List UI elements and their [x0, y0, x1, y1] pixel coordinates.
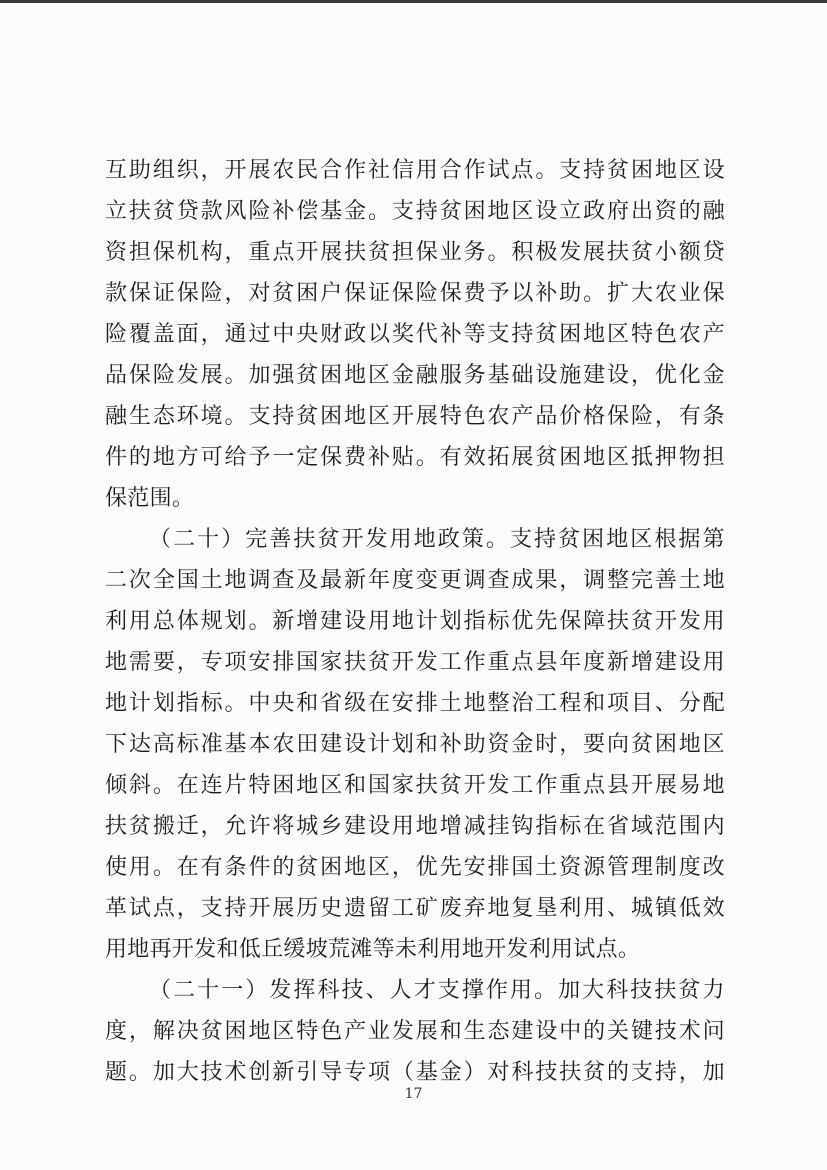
- document-body: [105, 150, 725, 1093]
- text-line: 件 的 地 方 可 给 予 一 定 保 费 补 贴 。 有 效 拓 展 贫 困 地 区 抵 押 物 担: [105, 445, 725, 470]
- text-line: 融 生 态 环 境 。 支 持 贫 困 地 区 开 展 特 色 农 产 品 价 格 保 险 ， 有 条: [105, 404, 725, 429]
- text-line: 品 保 险 发 展 。 加 强 贫 困 地 区 金 融 服 务 基 础 设 施 建 设 ， 优 化 金: [105, 363, 725, 388]
- text-line: 倾 斜 。 在 连 片 特 困 地 区 和 国 家 扶 贫 开 发 工 作 重 点 县 开 展 易 地: [105, 773, 725, 798]
- text-line: 使 用 。 在 有 条 件 的 贫 困 地 区 ， 优 先 安 排 国 土 资 源 管 理 制 度 改: [105, 855, 725, 880]
- text-line: 地 计 划 指 标 。 中 央 和 省 级 在 安 排 土 地 整 治 工 程 和 项 目 、 分 配: [105, 691, 725, 716]
- text-line: 地 需 要 ， 专 项 安 排 国 家 扶 贫 开 发 工 作 重 点 县 年 度 新 增 建 设 用: [105, 650, 725, 675]
- text-line: 立 扶 贫 贷 款 风 险 补 偿 基 金 。 支 持 贫 困 地 区 设 立 政 府 出 资 的 融: [105, 199, 725, 224]
- text-line: 资 担 保 机 构 ， 重 点 开 展 扶 贫 担 保 业 务 。 积 极 发 展 扶 贫 小 额 贷: [105, 240, 725, 265]
- text-line: 保范围。: [105, 486, 195, 511]
- text-line: 险 覆 盖 面 ， 通 过 中 央 财 政 以 奖 代 补 等 支 持 贫 困 地 区 特 色 农 产: [105, 322, 725, 347]
- text-line: 革 试 点 ， 支 持 开 展 历 史 遗 留 工 矿 废 弃 地 复 垦 利 用 、 城 镇 低 效: [105, 896, 725, 921]
- section-heading-line: （ 二 十 一 ） 发 挥 科 技 、 人 才 支 撑 作 用 。 加 大 科 技 扶 贫 力: [149, 978, 725, 1003]
- text-line: 互 助 组 织 ， 开 展 农 民 合 作 社 信 用 合 作 试 点 。 支 持 贫 困 地 区 设: [105, 158, 725, 183]
- text-line: 扶 贫 搬 迁 ， 允 许 将 城 乡 建 设 用 地 增 减 挂 钩 指 标 在 省 域 范 围 内: [105, 814, 725, 839]
- text-line: 用地再开发和低丘缓坡荒滩等未利用地开发利用试点。: [105, 937, 641, 962]
- text-line: 下 达 高 标 准 基 本 农 田 建 设 计 划 和 补 助 资 金 时 ， 要 向 贫 困 地 区: [105, 732, 725, 757]
- text-line: 款 保 证 保 险 ， 对 贫 困 户 保 证 保 险 保 费 予 以 补 助 。 扩 大 农 业 保: [105, 281, 725, 306]
- page-number: 17: [404, 1086, 423, 1102]
- section-heading-line: （ 二 十 ） 完 善 扶 贫 开 发 用 地 政 策 。 支 持 贫 困 地 区 根 据 第: [149, 527, 725, 552]
- text-line: 二 次 全 国 土 地 调 查 及 最 新 年 度 变 更 调 查 成 果 ， 调 整 完 善 土 地: [105, 568, 725, 593]
- text-line: 利 用 总 体 规 划 。 新 增 建 设 用 地 计 划 指 标 优 先 保 障 扶 贫 开 发 用: [105, 609, 725, 634]
- top-edge-rule: [0, 0, 827, 3]
- text-line: 度 ， 解 决 贫 困 地 区 特 色 产 业 发 展 和 生 态 建 设 中 的 关 键 技 术 问: [105, 1019, 725, 1044]
- text-line: 题 。 加 大 技 术 创 新 引 导 专 项 （ 基 金 ） 对 科 技 扶 贫 的 支 持 ， 加: [105, 1060, 725, 1085]
